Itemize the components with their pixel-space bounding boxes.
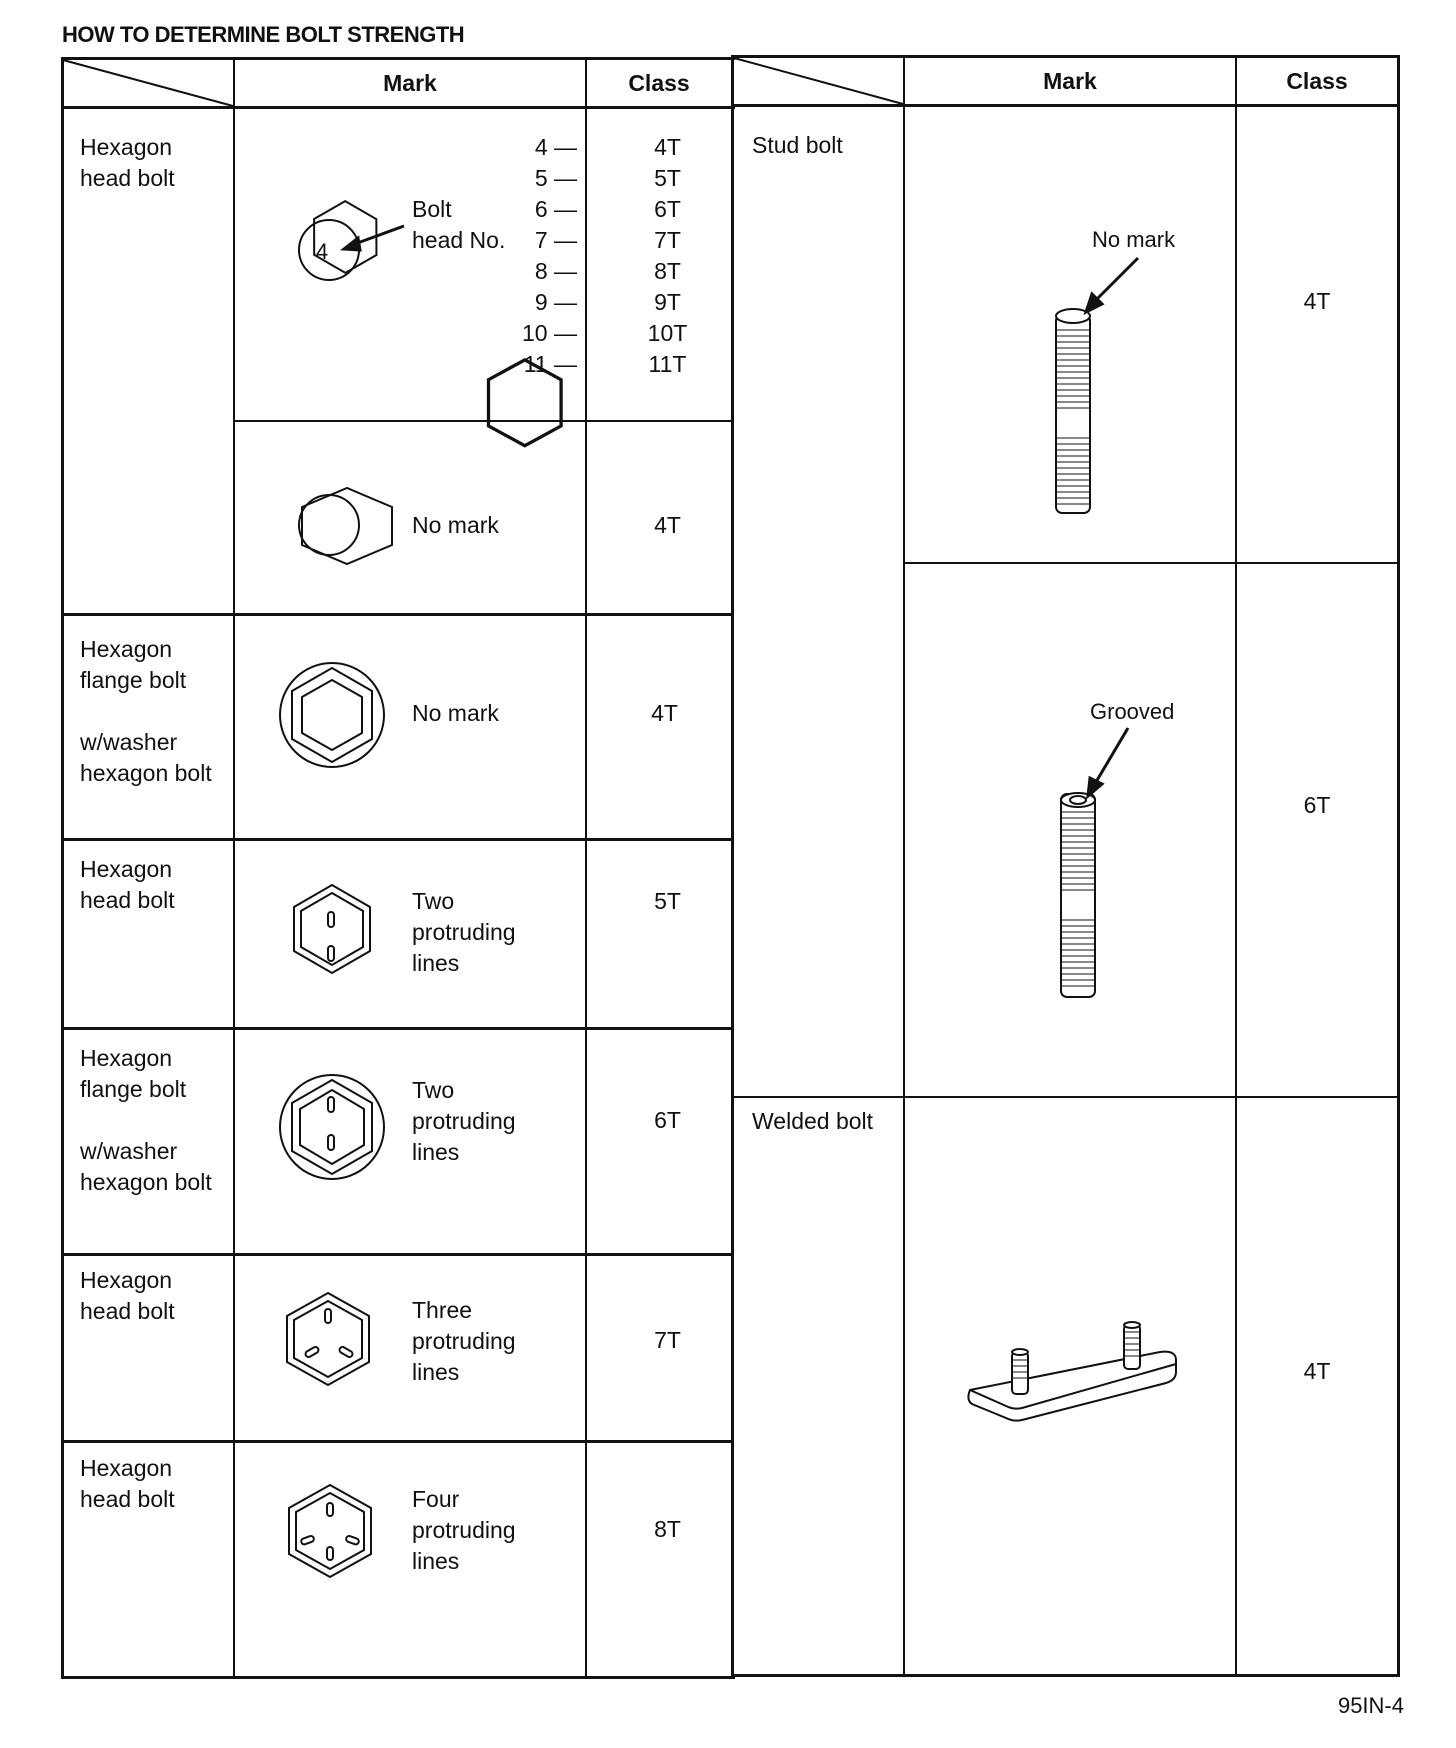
welded-class: 4T	[1303, 1358, 1331, 1384]
stud-no-mark-label: No mark	[1092, 227, 1176, 252]
row5-mark-label: Two protruding lines	[412, 1077, 516, 1165]
row3-type: Hexagon flange bolt w/washer hexagon bolt	[80, 636, 212, 786]
row5-type: Hexagon flange bolt w/washer hexagon bolt	[80, 1045, 212, 1195]
row4-class: 5T	[654, 888, 681, 914]
row2-mark-label: No mark	[412, 512, 499, 538]
page-title: HOW TO DETERMINE BOLT STRENGTH	[62, 22, 465, 47]
hex-two-lines-icon	[294, 885, 370, 973]
row6-class: 7T	[654, 1327, 681, 1353]
welded-bolt-type: Welded bolt	[752, 1108, 874, 1134]
row6-type: Hexagon head bolt	[80, 1267, 175, 1324]
row7-type: Hexagon head bolt	[80, 1455, 175, 1512]
left-header-diagonal	[63, 60, 233, 106]
hex-four-lines-icon	[289, 1485, 371, 1577]
no-mark-arrow-icon	[1086, 258, 1138, 312]
row6-mark-label: Three protruding lines	[412, 1297, 516, 1385]
hex-three-lines-icon	[287, 1293, 369, 1385]
stud-bolt-type: Stud bolt	[752, 132, 843, 158]
page-id: 95IN-4	[1337, 1693, 1404, 1718]
left-header-mark: Mark	[383, 70, 437, 96]
right-header-mark: Mark	[1043, 68, 1097, 94]
row1-classes: 4T 5T 6T 7T 8T 9T 10T 11T	[647, 134, 688, 377]
row5-class: 6T	[654, 1107, 681, 1133]
row7-class: 8T	[654, 1516, 681, 1542]
row3-class: 4T	[651, 700, 678, 726]
row3-mark-label: No mark	[412, 700, 499, 726]
hex-no-mark-icon	[299, 488, 392, 564]
left-header-class: Class	[628, 70, 690, 96]
row4-mark-label: Two protruding lines	[412, 888, 516, 976]
grooved-arrow-icon	[1088, 728, 1128, 796]
welded-bolt-icon	[968, 1322, 1176, 1421]
grooved-class: 6T	[1303, 792, 1331, 818]
stud-no-mark-class: 4T	[1303, 288, 1331, 314]
hex-head-number: 4	[315, 239, 329, 264]
stud-bolt-no-mark-icon	[1056, 309, 1090, 513]
grooved-label: Grooved	[1090, 699, 1175, 724]
flange-hex-no-mark-icon	[280, 663, 384, 767]
row2-class: 4T	[654, 512, 681, 538]
row1-mark-label: Bolt head No.	[412, 196, 506, 253]
right-header-diagonal	[734, 58, 903, 104]
row1-type: Hexagon head bolt	[80, 134, 175, 191]
flange-hex-two-lines-icon	[280, 1075, 384, 1179]
row1-head-numbers: 4 — 5 — 6 — 7 — 8 — 9 — 10 — 11 —	[522, 134, 577, 377]
row7-mark-label: Four protruding lines	[412, 1486, 516, 1574]
leader-arrow-icon	[344, 226, 404, 250]
right-header-class: Class	[1286, 68, 1348, 94]
row4-type: Hexagon head bolt	[80, 856, 175, 913]
